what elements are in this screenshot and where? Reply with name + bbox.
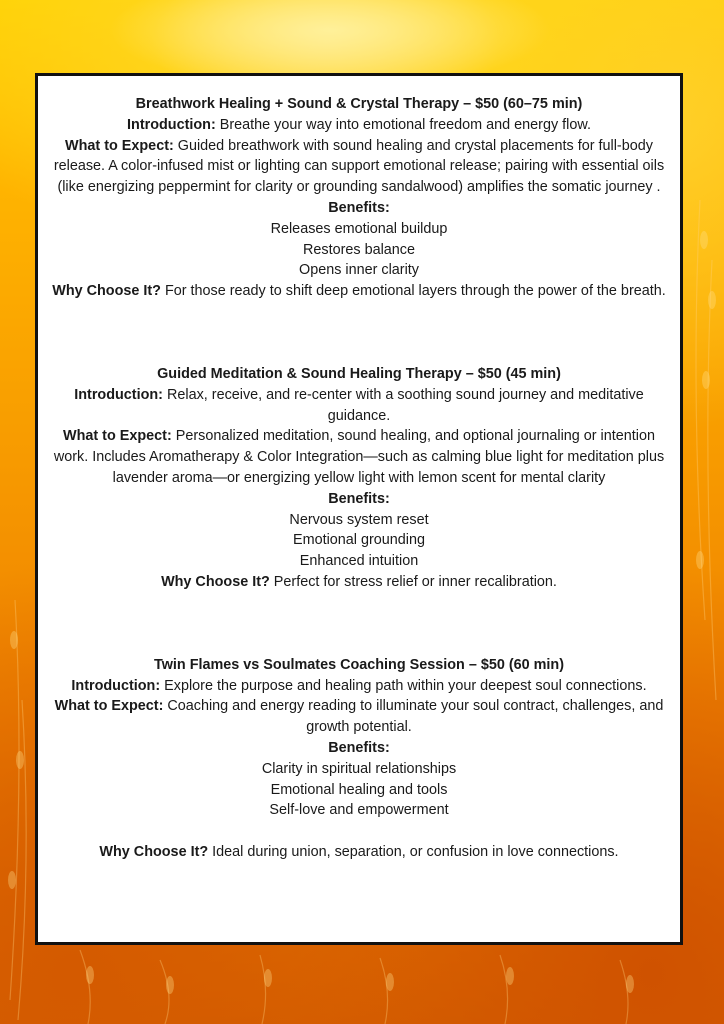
service-twin-flames — [48, 655, 670, 863]
why-choose-text: For those ready to shift deep emotional layers through the power of the breath. — [164, 283, 666, 300]
service-what-to-expect — [48, 696, 670, 738]
service-introduction — [48, 676, 670, 697]
benefit-item: Emotional grounding — [292, 532, 425, 549]
why-spacer — [48, 821, 670, 842]
service-title: Guided Meditation & Sound Healing Therapy – $50 (45 min) — [157, 365, 561, 382]
benefits-label: Benefits: — [328, 490, 390, 507]
benefit-item: Releases emotional buildup — [270, 220, 448, 237]
benefit-item: Enhanced intuition — [299, 553, 419, 570]
why-choose-text: Perfect for stress relief or inner recalibration. — [273, 573, 557, 590]
benefit-item: Emotional healing and tools — [270, 781, 448, 798]
services-card — [35, 73, 683, 945]
section-spacer — [48, 302, 670, 364]
service-what-to-expect — [48, 426, 670, 488]
service-guided-meditation — [48, 364, 670, 593]
why-choose-label: Why Choose It? — [161, 573, 270, 590]
benefit-item: Clarity in spiritual relationships — [261, 760, 457, 777]
service-breathwork — [48, 94, 670, 302]
service-why-choose — [48, 281, 670, 302]
service-title: Breathwork Healing + Sound & Crystal Therapy – $50 (60–75 min) — [135, 96, 583, 112]
what-to-expect-text: Guided breathwork with sound healing and crystal placements for full-body release. A color-infused mist or lighting can support emotional release; pairing with essential oils (like energizing peppermint for clarity or grounding sandalwood) amplifies the somatic journey . — [53, 137, 665, 196]
benefits-label: Benefits: — [328, 739, 390, 756]
benefit-item: Opens inner clarity — [299, 262, 419, 279]
what-to-expect-text: Coaching and energy reading to illuminate your soul contract, challenges, and growth potential. — [167, 698, 664, 736]
what-to-expect-label: What to Expect: — [63, 428, 172, 445]
benefit-item: Restores balance — [303, 241, 415, 258]
benefit-item: Nervous system reset — [289, 511, 429, 528]
introduction-label: Introduction: — [71, 677, 161, 694]
service-what-to-expect — [48, 136, 670, 198]
introduction-label: Introduction: — [127, 116, 216, 133]
service-introduction — [48, 385, 670, 427]
section-spacer — [48, 593, 670, 655]
what-to-expect-label: What to Expect: — [65, 137, 174, 154]
why-choose-label: Why Choose It? — [52, 283, 161, 300]
why-choose-label: Why Choose It? — [99, 844, 209, 861]
why-choose-text: Ideal during union, separation, or confusion in love connections. — [212, 844, 619, 861]
what-to-expect-label: What to Expect: — [54, 698, 164, 715]
benefit-item: Self-love and empowerment — [269, 802, 449, 819]
service-why-choose — [48, 572, 670, 593]
introduction-label: Introduction: — [74, 386, 163, 403]
introduction-text: Explore the purpose and healing path within your deepest soul connections. — [164, 677, 647, 694]
service-introduction — [48, 115, 670, 136]
service-title: Twin Flames vs Soulmates Coaching Session – $50 (60 min) — [154, 656, 564, 673]
introduction-text: Relax, receive, and re-center with a soothing sound journey and meditative guidance. — [166, 386, 644, 424]
benefits-label: Benefits: — [328, 199, 390, 216]
service-why-choose — [48, 842, 670, 863]
introduction-text: Breathe your way into emotional freedom and energy flow. — [219, 116, 591, 133]
what-to-expect-text: Personalized meditation, sound healing, and optional journaling or intention work. Includes Aromatherapy & Color Integration—such as calming blue light for meditation plus lavender aroma—or energizing yellow light with lemon scent for mental clarity — [53, 428, 665, 486]
